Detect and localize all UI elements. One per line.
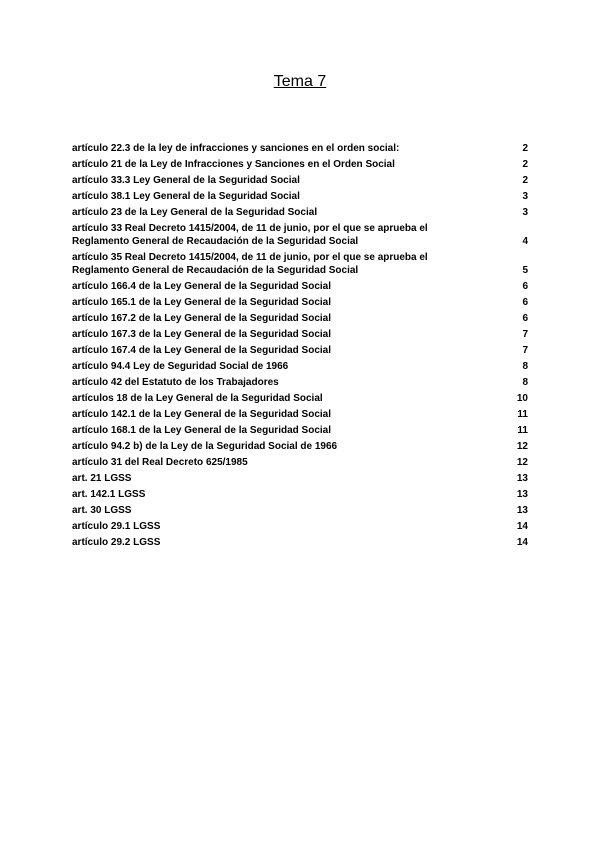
entry-page-number: 2 <box>522 158 528 170</box>
entry-label: artículo 167.2 de la Ley General de la Seguridad Social <box>72 312 331 324</box>
entry-page-number: 2 <box>522 174 528 186</box>
index-entry <box>72 220 528 249</box>
entry-label: artículo 167.4 de la Ley General de la Seguridad Social <box>72 344 331 356</box>
index-entry <box>72 358 528 374</box>
entry-label: artículo 38.1 Ley General de la Seguridad Social <box>72 190 300 202</box>
index-entry <box>72 486 528 502</box>
entry-label: artículos 18 de la Ley General de la Seguridad Social <box>72 392 323 404</box>
entry-page-number: 12 <box>516 440 528 452</box>
entry-page-number: 3 <box>522 190 528 202</box>
entry-page-number: 2 <box>522 142 528 154</box>
index-entry <box>72 204 528 220</box>
index-list <box>72 140 528 550</box>
entry-page-number: 4 <box>522 235 528 247</box>
entry-label: artículo 165.1 de la Ley General de la Seguridad Social <box>72 296 331 308</box>
index-entry <box>72 390 528 406</box>
entry-page-number: 10 <box>516 392 528 404</box>
index-entry <box>72 454 528 470</box>
entry-label: artículo 23 de la Ley General de la Seguridad Social <box>72 206 318 218</box>
index-entry <box>72 278 528 294</box>
index-entry <box>72 374 528 390</box>
entry-page-number: 14 <box>516 536 528 548</box>
entry-label: artículo 94.4 Ley de Seguridad Social de 1966 <box>72 360 289 372</box>
index-entry <box>72 326 528 342</box>
entry-page-number: 8 <box>522 376 528 388</box>
entry-page-number: 6 <box>522 280 528 292</box>
index-entry <box>72 156 528 172</box>
entry-label: artículo 33 Real Decreto 1415/2004, de 11 de junio, por el que se aprueba el Reglamento General de Recaudación de la Seguridad Social <box>72 222 428 247</box>
entry-page-number: 6 <box>522 312 528 324</box>
entry-label: art. 142.1 LGSS <box>72 488 146 500</box>
entry-page-number: 7 <box>522 328 528 340</box>
entry-label: artículo 42 del Estatuto de los Trabajadores <box>72 376 279 388</box>
index-entry <box>72 310 528 326</box>
index-entry <box>72 422 528 438</box>
index-entry <box>72 534 528 550</box>
entry-page-number: 6 <box>522 296 528 308</box>
index-entry <box>72 438 528 454</box>
entry-label: artículo 33.3 Ley General de la Seguridad Social <box>72 174 300 186</box>
entry-label: artículo 142.1 de la Ley General de la Seguridad Social <box>72 408 331 420</box>
entry-page-number: 5 <box>522 264 528 276</box>
index-entry <box>72 470 528 486</box>
entry-label: artículo 35 Real Decreto 1415/2004, de 11 de junio, por el que se aprueba el Reglamento General de Recaudación de la Seguridad Social <box>72 251 428 276</box>
index-entry <box>72 502 528 518</box>
page-title: Tema 7 <box>273 73 327 90</box>
entry-label: artículo 166.4 de la Ley General de la Seguridad Social <box>72 280 331 292</box>
index-entry <box>72 342 528 358</box>
entry-label: artículo 31 del Real Decreto 625/1985 <box>72 456 248 468</box>
entry-page-number: 11 <box>517 408 528 420</box>
entry-label: art. 21 LGSS <box>72 472 132 484</box>
index-entry <box>72 188 528 204</box>
entry-page-number: 11 <box>517 424 528 436</box>
entry-label: artículo 29.2 LGSS <box>72 536 161 548</box>
index-entry <box>72 249 528 278</box>
index-entry <box>72 518 528 534</box>
index-entry <box>72 172 528 188</box>
entry-label: artículo 29.1 LGSS <box>72 520 161 532</box>
entry-page-number: 12 <box>516 456 528 468</box>
entry-label: art. 30 LGSS <box>72 504 132 516</box>
index-entry <box>72 140 528 156</box>
index-entry <box>72 406 528 422</box>
entry-page-number: 7 <box>522 344 528 356</box>
entry-label: artículo 167.3 de la Ley General de la Seguridad Social <box>72 328 331 340</box>
entry-page-number: 13 <box>516 472 528 484</box>
entry-page-number: 3 <box>522 206 528 218</box>
entry-label: artículo 168.1 de la Ley General de la Seguridad Social <box>72 424 331 436</box>
entry-page-number: 8 <box>522 360 528 372</box>
entry-page-number: 13 <box>516 488 528 500</box>
entry-page-number: 14 <box>516 520 528 532</box>
index-entry <box>72 294 528 310</box>
entry-page-number: 13 <box>516 504 528 516</box>
entry-label: artículo 22.3 de la ley de infracciones y sanciones en el orden social: <box>72 142 400 154</box>
entry-label: artículo 94.2 b) de la Ley de la Seguridad Social de 1966 <box>72 440 338 452</box>
entry-label: artículo 21 de la Ley de Infracciones y Sanciones en el Orden Social <box>72 158 395 170</box>
